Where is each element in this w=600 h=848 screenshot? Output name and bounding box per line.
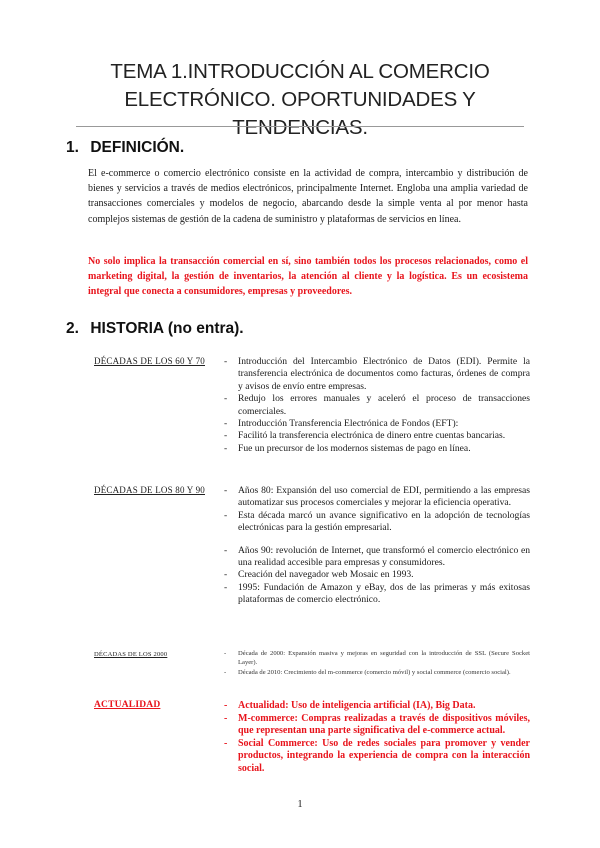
era-list-actualidad bbox=[222, 700, 530, 776]
list-item: - Introducción Transferencia Electrónica de Fondos (EFT): bbox=[222, 418, 530, 430]
list-item: - Fue un precursor de los modernos sistemas de pago en línea. bbox=[222, 443, 530, 455]
section-2-title: HISTORIA (no entra). bbox=[90, 320, 244, 337]
era-label-actualidad: ACTUALIDAD bbox=[94, 700, 161, 710]
era-label-2000: DÉCADAS DE LOS 2000 bbox=[94, 651, 168, 658]
list-item: - Década de 2010: Crecimiento del m-commerce (comercio móvil) y social commerce (comercio social). bbox=[222, 668, 530, 677]
list-item: - Social Commerce: Uso de redes sociales para promover y vender productos, integrando la experiencia de compra con la interacción social. bbox=[222, 738, 530, 776]
definition-highlight-paragraph: No solo implica la transacción comercial en sí, sino también todos los procesos relacionados, como el marketing digital, la gestión de inventarios, la atención al cliente y la logística. Es un ecosistema integral que conecta a consumidores, empresas y proveedores. bbox=[88, 256, 528, 298]
list-item: - Actualidad: Uso de inteligencia artificial (IA), Big Data. bbox=[222, 700, 530, 713]
list-item: - Facilitó la transferencia electrónica de dinero entre cuentas bancarias. bbox=[222, 430, 530, 442]
list-item: - Introducción del Intercambio Electrónico de Datos (EDI). Permite la transferencia electrónica de documentos como facturas, órdenes de compra y avisos de envío entre empresas. bbox=[222, 356, 530, 393]
page-number: 1 bbox=[297, 799, 303, 810]
list-spacer bbox=[222, 535, 530, 545]
section-1-title: DEFINICIÓN. bbox=[90, 139, 185, 156]
section-2-heading bbox=[66, 320, 244, 338]
title-line-1: TEMA 1.INTRODUCCIÓN AL COMERCIO bbox=[110, 60, 490, 83]
era-list-60-70 bbox=[222, 356, 530, 455]
era-label-60-70: DÉCADAS DE LOS 60 Y 70 bbox=[94, 356, 205, 366]
list-item: - Años 90: revolución de Internet, que transformó el comercio electrónico en una realidad accesible para empresas y consumidores. bbox=[222, 545, 530, 570]
era-label-80-90: DÉCADAS DE LOS 80 Y 90 bbox=[94, 485, 205, 495]
section-1-heading bbox=[66, 139, 184, 157]
definition-paragraph: El e-commerce o comercio electrónico consiste en la actividad de compra, intercambio y distribución de bienes y servicios a través de medios electrónicos, principalmente Internet. Engloba una amplia variedad de transacciones comerciales y modelos de negocio, abarcando desde la simple venta al por menor hasta complejos sistemas de gestión de la cadena de suministro y plataformas de servicios en línea. bbox=[88, 168, 528, 225]
list-item: - M-commerce: Compras realizadas a través de dispositivos móviles, que representan una parte significativa del e-commerce actual. bbox=[222, 713, 530, 738]
list-item: - Redujo los errores manuales y aceleró el proceso de transacciones comerciales. bbox=[222, 393, 530, 418]
era-list-2000 bbox=[222, 649, 530, 677]
list-item: - Esta década marcó un avance significativo en la adopción de tecnologías electrónicas para la gestión empresarial. bbox=[222, 510, 530, 535]
title-line-2: ELECTRÓNICO. OPORTUNIDADES Y TENDENCIAS. bbox=[124, 88, 476, 139]
title-divider bbox=[76, 126, 524, 127]
section-1-number: 1. bbox=[66, 139, 79, 156]
era-list-80-90 bbox=[222, 485, 530, 607]
list-item: - Década de 2000: Expansión masiva y mejoras en seguridad con la introducción de SSL (Secure Socket Layer). bbox=[222, 649, 530, 668]
document-title bbox=[60, 58, 540, 142]
list-item: - 1995: Fundación de Amazon y eBay, dos de las primeras y más exitosas plataformas de comercio electrónico. bbox=[222, 582, 530, 607]
list-item: - Creación del navegador web Mosaic en 1993. bbox=[222, 569, 530, 581]
list-item: - Años 80: Expansión del uso comercial de EDI, permitiendo a las empresas automatizar sus procesos comerciales y mejorar la eficiencia operativa. bbox=[222, 485, 530, 510]
section-2-number: 2. bbox=[66, 320, 79, 337]
